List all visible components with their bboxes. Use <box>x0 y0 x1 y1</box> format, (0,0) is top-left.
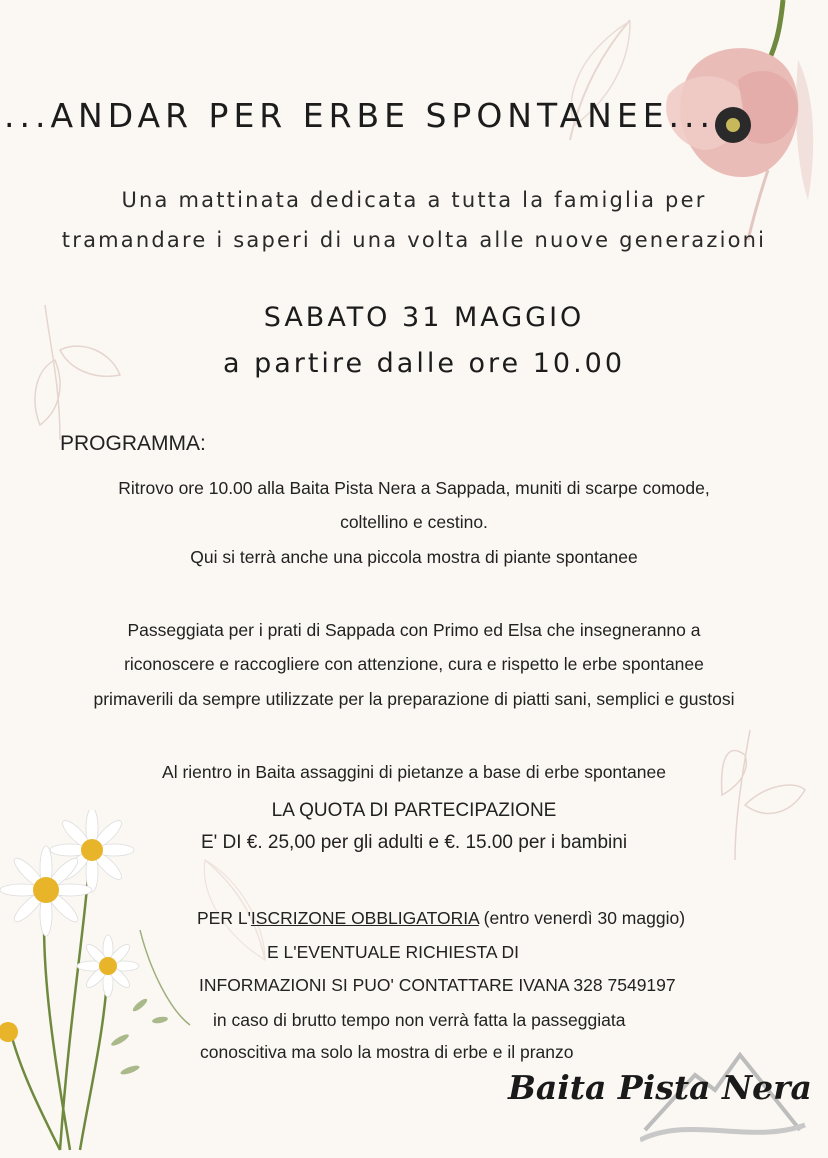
contact-info: INFORMAZIONI SI PUO' CONTATTARE IVANA 328 7549197 <box>199 975 676 995</box>
program-p2-line-3: primaverili da sempre utilizzate per la preparazione di piatti sani, semplici e gustosi <box>93 689 735 709</box>
signature-logo-text: Baita Pista Nera <box>508 1068 812 1107</box>
program-p1-line-2: coltellino e cestino. <box>340 512 488 532</box>
program-p2-line-1: Passeggiata per i prati di Sappada con Primo ed Elsa che insegneranno a <box>127 620 701 640</box>
page-title: ...ANDAR PER ERBE SPONTANEE... <box>4 96 716 135</box>
iscrizione-line-2: E L'EVENTUALE RICHIESTA DI <box>267 942 519 962</box>
weather-notice-line-1: in caso di brutto tempo non verrà fatta la passeggiata <box>213 1010 626 1030</box>
iscrizione-prefix: PER L' <box>197 908 251 928</box>
iscrizione-line-1 <box>197 908 685 929</box>
event-date: SABATO 31 MAGGIO <box>263 302 585 333</box>
program-p2-line-2: riconoscere e raccogliere con attenzione, cura e rispetto le erbe spontanee <box>124 654 704 674</box>
program-heading: PROGRAMMA: <box>60 432 206 455</box>
quota-heading: LA QUOTA DI PARTECIPAZIONE <box>271 800 557 821</box>
event-time: a partire dalle ore 10.00 <box>222 348 626 379</box>
daisy-flowers-icon <box>0 810 200 1155</box>
program-p1-line-1: Ritrovo ore 10.00 alla Baita Pista Nera a Sappada, muniti di scarpe comode, <box>118 478 710 498</box>
weather-notice-line-2: conoscitiva ma solo la mostra di erbe e il pranzo <box>200 1042 574 1062</box>
program-p1-line-3: Qui si terrà anche una piccola mostra di piante spontanee <box>190 547 638 567</box>
iscrizione-obbligatoria: ISCRIZONE OBBLIGATORIA <box>250 908 479 928</box>
subtitle-line-1: Una mattinata dedicata a tutta la famiglia per <box>121 188 707 212</box>
quota-prices: E' DI €. 25,00 per gli adulti e €. 15.00 per i bambini <box>200 832 628 853</box>
subtitle-line-2: tramandare i saperi di una volta alle nuove generazioni <box>61 228 767 252</box>
iscrizione-deadline: (entro venerdì 30 maggio) <box>478 908 686 928</box>
program-p3: Al rientro in Baita assaggini di pietanze a base di erbe spontanee <box>162 762 666 782</box>
